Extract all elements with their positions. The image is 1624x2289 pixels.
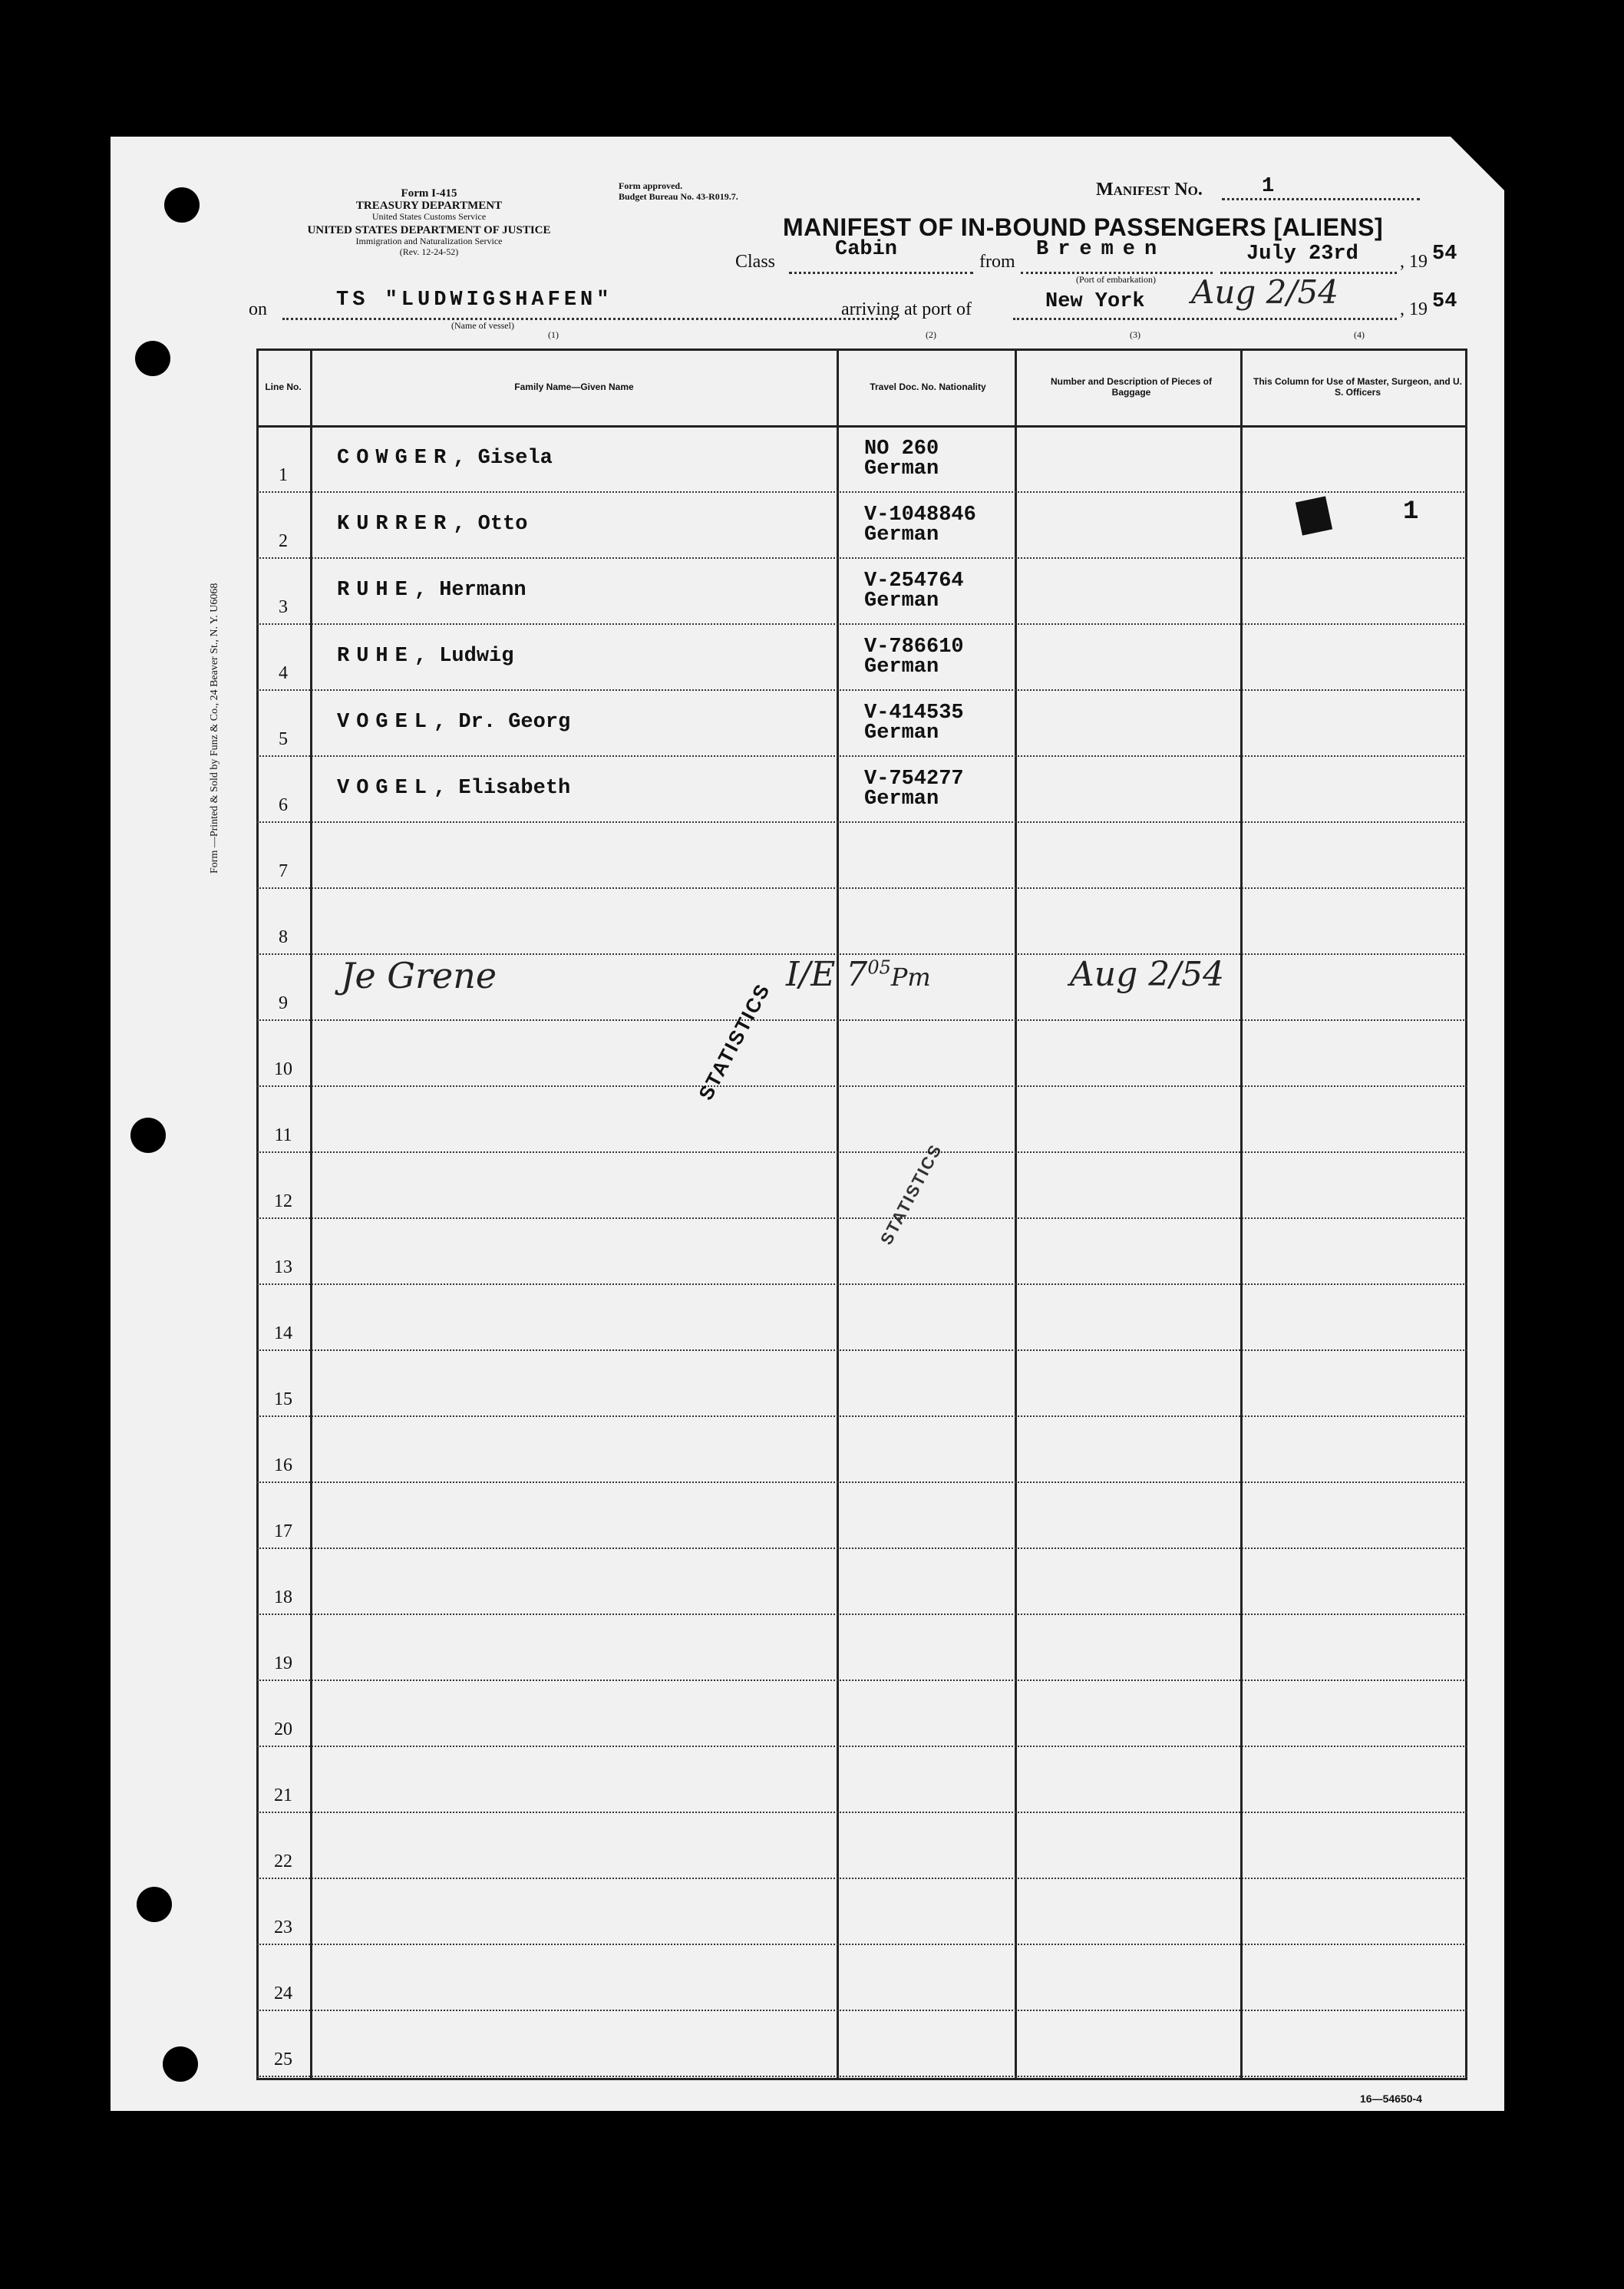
inspection-date: Aug 2/54	[1070, 955, 1225, 994]
line-number: 13	[274, 1257, 292, 1277]
travel-doc	[864, 637, 964, 677]
passenger-name	[337, 645, 513, 668]
row-rule	[256, 1151, 1467, 1153]
line-number: 4	[279, 663, 288, 683]
passenger-given-name: , Elisabeth	[434, 777, 571, 800]
passenger-given-name: , Gisela	[453, 447, 553, 470]
row-rule	[256, 491, 1467, 493]
passenger-given-name: , Otto	[453, 513, 528, 536]
statistics-stamp-2: STATISTICS	[876, 1140, 946, 1248]
col-marker-1: (1)	[548, 329, 559, 340]
passenger-name	[337, 513, 527, 536]
from-port: Bremen	[1036, 238, 1167, 261]
port-embark-caption: (Port of embarkation)	[1076, 274, 1156, 285]
arrival-year: 54	[1432, 290, 1457, 313]
line-number: 18	[274, 1587, 292, 1607]
arriving-label: arriving at port of	[841, 299, 972, 319]
line-number: 6	[279, 795, 288, 815]
line-number: 9	[279, 993, 288, 1013]
travel-doc-number: V-1048846	[864, 504, 976, 527]
row-rule	[256, 1415, 1467, 1417]
line-number: 22	[274, 1851, 292, 1871]
line-number: 5	[279, 729, 288, 749]
line-number: 10	[274, 1059, 292, 1079]
punch-hole	[137, 1887, 172, 1922]
line-number: 21	[274, 1785, 292, 1805]
row-rule	[256, 1085, 1467, 1087]
treasury-dept: TREASURY DEPARTMENT	[355, 200, 503, 212]
passenger-table	[256, 348, 1467, 2080]
row-rule	[256, 2076, 1467, 2077]
manifest-page	[111, 137, 1504, 2111]
line-number: 8	[279, 927, 288, 947]
passenger-name	[337, 777, 570, 800]
inspection-code	[786, 955, 931, 994]
travel-doc	[864, 703, 964, 743]
row-rule	[256, 1614, 1467, 1615]
line-number: 25	[274, 2050, 292, 2069]
col-marker-3: (3)	[1130, 329, 1140, 340]
inspection-code-super: 05	[867, 956, 891, 979]
row-rule	[256, 755, 1467, 757]
passenger-name	[337, 711, 570, 734]
col-header-name: Family Name—Given Name	[514, 382, 634, 392]
punch-hole	[130, 1118, 166, 1153]
inspector-signature: Je Grene	[341, 955, 497, 996]
passenger-name	[337, 579, 526, 602]
row-rule	[256, 1547, 1467, 1549]
travel-doc-number: V-786610	[864, 636, 964, 659]
customs-service: United States Customs Service	[371, 211, 487, 222]
line-number: 15	[274, 1389, 292, 1409]
line-number: 24	[274, 1983, 292, 2003]
line-number: 16	[274, 1455, 292, 1475]
row-rule	[256, 2010, 1467, 2011]
row-rule	[256, 1944, 1467, 1945]
passenger-surname: COWGER	[337, 447, 454, 470]
justice-dept: UNITED STATES DEPARTMENT OF JUSTICE	[307, 224, 551, 236]
form-number: Form I-415	[401, 187, 457, 200]
travel-doc	[864, 439, 939, 479]
vessel-caption: (Name of vessel)	[451, 320, 514, 331]
ins-service: Immigration and Naturalization Service	[355, 236, 503, 246]
travel-doc-number: V-754277	[864, 768, 964, 791]
travel-doc-number: NO 260	[864, 438, 939, 461]
col-header-doc: Travel Doc. No. Nationality	[870, 382, 986, 392]
punch-hole	[164, 187, 200, 223]
passenger-surname: KURRER	[337, 513, 454, 536]
manifest-label: Manifest No.	[1096, 180, 1203, 200]
arrival-port: New York	[1045, 290, 1145, 313]
line-number: 20	[274, 1719, 292, 1739]
col-marker-4: (4)	[1354, 329, 1365, 340]
travel-doc-number: V-414535	[864, 702, 964, 725]
row-rule	[256, 1812, 1467, 1813]
class-value: Cabin	[835, 238, 898, 261]
side-print: Form —Printed & Sold by Funz & Co., 24 Beaver St., N. Y. U6068	[209, 583, 220, 874]
line-number: 17	[274, 1521, 292, 1541]
row-rule	[256, 623, 1467, 625]
passenger-given-name: , Hermann	[414, 579, 526, 602]
passenger-surname: VOGEL	[337, 711, 434, 734]
statistics-stamp-1: STATISTICS	[694, 979, 775, 1105]
nationality: German	[864, 656, 939, 679]
vessel-name: TS "LUDWIGSHAFEN"	[336, 289, 613, 312]
arrival-year-prefix: , 19	[1400, 299, 1428, 319]
row-rule	[256, 557, 1467, 559]
line-number: 7	[279, 861, 288, 881]
budget-bureau: Budget Bureau No. 43-R019.7.	[619, 191, 738, 202]
class-label: Class	[735, 252, 776, 272]
nationality: German	[864, 457, 939, 481]
col-header-officers: This Column for Use of Master, Surgeon, and U. S. Officers	[1253, 376, 1463, 398]
from-label: from	[979, 252, 1015, 272]
travel-doc	[864, 505, 976, 545]
punch-hole	[163, 2046, 198, 2082]
line-number: 3	[279, 597, 288, 617]
col-marker-2: (2)	[926, 329, 936, 340]
embark-date: July 23rd	[1246, 243, 1358, 266]
punch-hole	[135, 341, 170, 376]
inspection-code-tail: Pm	[890, 963, 931, 992]
passenger-surname: RUHE	[337, 645, 414, 668]
row-rule	[256, 1481, 1467, 1483]
nationality: German	[864, 788, 939, 811]
form-approved: Form approved.	[619, 180, 683, 191]
row-rule	[256, 887, 1467, 889]
row-rule	[256, 1283, 1467, 1285]
page-title: MANIFEST OF IN-BOUND PASSENGERS [ALIENS]	[783, 213, 1384, 241]
passenger-surname: RUHE	[337, 579, 414, 602]
year-prefix: , 19	[1400, 252, 1428, 272]
row-rule	[256, 821, 1467, 823]
footer-code: 16—54650-4	[1360, 2092, 1422, 2105]
passenger-given-name: , Dr. Georg	[434, 711, 571, 734]
line-number: 11	[274, 1125, 292, 1145]
line-number: 19	[274, 1653, 292, 1673]
passenger-name	[337, 447, 553, 470]
revision-date: (Rev. 12-24-52)	[399, 246, 459, 257]
manifest-number: 1	[1262, 175, 1275, 198]
travel-doc-number: V-254764	[864, 570, 964, 593]
passenger-given-name: , Ludwig	[414, 645, 514, 668]
row-rule	[256, 1680, 1467, 1681]
line-number: 12	[274, 1191, 292, 1211]
embark-year: 54	[1432, 243, 1457, 266]
row-rule	[256, 1349, 1467, 1351]
on-label: on	[249, 299, 267, 319]
line-number: 2	[279, 531, 288, 551]
row-rule	[256, 1746, 1467, 1747]
line-number: 1	[279, 465, 288, 485]
inspection-code-main: I/E 7	[786, 955, 868, 994]
line-number: 14	[274, 1323, 292, 1343]
travel-doc	[864, 571, 964, 611]
arrival-date-handwritten: Aug 2/54	[1191, 273, 1338, 311]
passenger-surname: VOGEL	[337, 777, 434, 800]
col-header-baggage: Number and Description of Pieces of Baggage	[1050, 376, 1213, 398]
officer-mark: 1	[1403, 497, 1419, 527]
row-rule	[256, 1217, 1467, 1219]
dog-ear-corner	[1451, 137, 1504, 190]
row-rule	[256, 1019, 1467, 1021]
line-number: 23	[274, 1917, 292, 1937]
nationality: German	[864, 722, 939, 745]
travel-doc	[864, 769, 964, 809]
row-rule	[256, 689, 1467, 691]
row-rule	[256, 1878, 1467, 1879]
nationality: German	[864, 590, 939, 613]
nationality: German	[864, 524, 939, 547]
col-header-line: Line No.	[265, 382, 302, 392]
